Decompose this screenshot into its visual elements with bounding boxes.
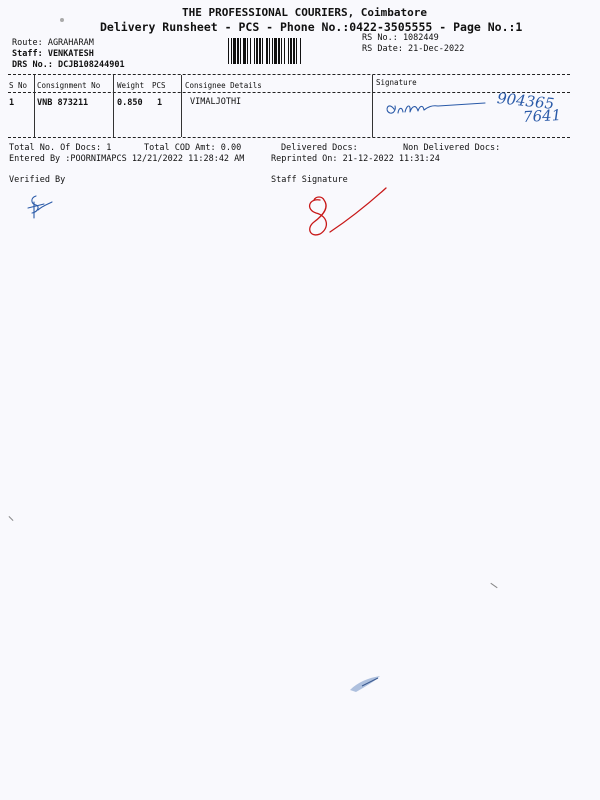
col-header-sno: S No [9,81,28,90]
drs-number: DRS No.: DCJB108244901 [12,60,125,70]
barcode [228,38,358,64]
scan-speck [9,516,14,521]
route-label: Route: AGRAHARAM [12,38,94,48]
staff-signature-mark [300,186,392,242]
total-cod: Total COD Amt: 0.00 [144,143,242,153]
staff-label: Staff: VENKATESH [12,49,94,59]
scan-speck [60,18,64,22]
col-divider [181,75,182,137]
col-header-signature: Signature [376,78,417,87]
verifier-initials [22,192,58,222]
consignee-signature [380,95,490,123]
table-top-rule [8,74,570,75]
row-sno: 1 [9,98,15,108]
table-bottom-rule [8,137,570,138]
row-consignment-no: VNB 873211 [37,98,89,108]
col-header-consignee: Consignee Details [185,81,262,90]
rs-date: RS Date: 21-Dec-2022 [362,44,465,54]
scan-speck [490,583,497,588]
handwritten-number-2: 7641 [522,106,562,126]
handwritten-number-1: 904365 [496,89,556,113]
rs-number: RS No.: 1082449 [362,33,439,43]
non-delivered-docs: Non Delivered Docs: [403,143,501,153]
total-docs: Total No. Of Docs: 1 [9,143,112,153]
entered-by: Entered By :POORNIMAPCS 12/21/2022 11:28:42 AM [9,154,245,164]
runsheet-subtitle: Delivery Runsheet - PCS - Phone No.:0422-3505555 - Page No.:1 [100,20,523,34]
row-consignee: VIMALJOTHI [190,97,242,107]
verified-by-label: Verified By [9,175,66,185]
scan-smudge [348,672,398,694]
col-divider [34,75,35,137]
col-header-weight: Weight [117,81,145,90]
row-pcs: 1 [157,98,163,108]
company-title: THE PROFESSIONAL COURIERS, Coimbatore [182,6,428,19]
table-header-rule [8,92,570,93]
reprinted-on: Reprinted On: 21-12-2022 11:31:24 [271,154,440,164]
col-divider [372,75,373,137]
col-header-consignment: Consignment No [37,81,101,90]
col-header-pcs: PCS [152,81,166,90]
row-weight: 0.850 [117,98,143,108]
staff-signature-label: Staff Signature [271,175,348,185]
delivered-docs: Delivered Docs: [281,143,358,153]
col-divider [113,75,114,137]
